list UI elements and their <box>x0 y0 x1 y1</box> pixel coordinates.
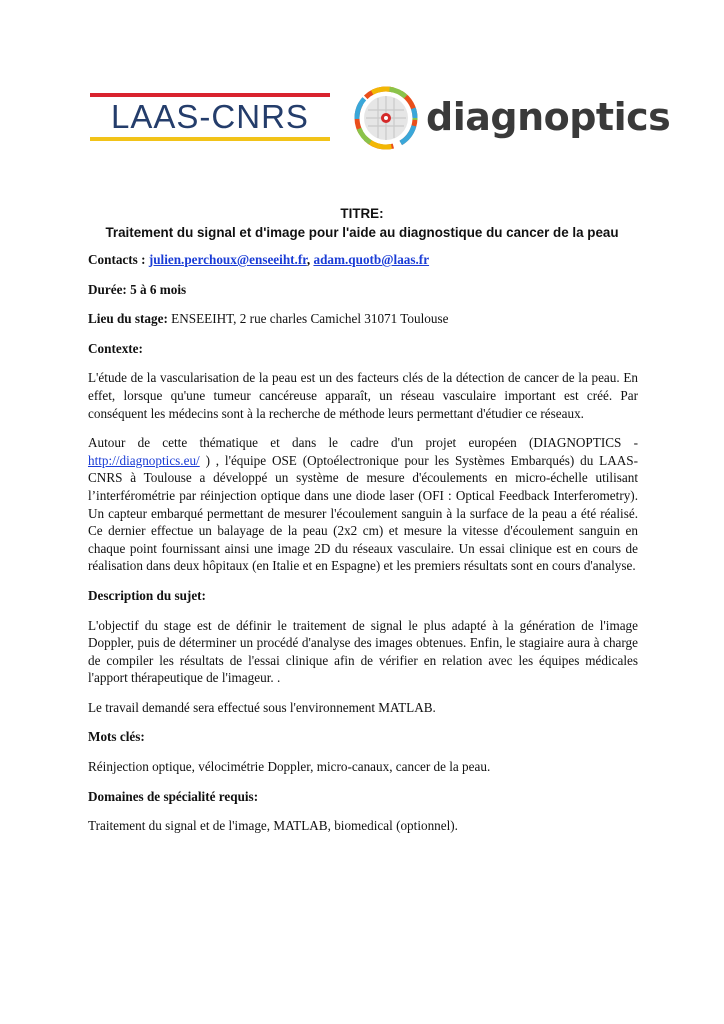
email-link-julien[interactable]: julien.perchoux@enseeiht.fr <box>148 252 307 267</box>
mots-cles-value: Réinjection optique, vélocimétrie Doppler, micro-canaux, cancer de la peau. <box>88 759 491 775</box>
email-link-adam[interactable]: adam.quotb@laas.fr <box>313 252 430 267</box>
domaines-heading: Domaines de spécialité requis: <box>88 788 259 804</box>
contexte-p2-start: Autour de cette thématique et dans le cadre d'un projet européen (DIAGNOPTICS - <box>88 435 638 451</box>
laas-cnrs-logo <box>90 93 330 145</box>
contacts-label: Contacts : <box>88 252 146 267</box>
diagnoptics-mark-icon <box>354 86 418 150</box>
lieu-value: ENSEEIHT, 2 rue charles Camichel 31071 Toulouse <box>171 311 449 327</box>
diagnoptics-logo-text: diagnoptics <box>426 95 671 139</box>
title-label: TITRE: <box>340 206 384 221</box>
document-body <box>88 251 638 835</box>
diagnoptics-url-link[interactable]: http://diagnoptics.eu/ <box>88 452 200 468</box>
lieu-line <box>88 310 638 328</box>
description-paragraph-1: L'objectif du stage est de définir le traitement de signal le plus adapté à la génération de l'image Doppler, puis de déterminer un procédé d'analyse des images obtenues. Enfin, le stagiaire aura à charge de compiler les résultats de l'essai clinique afin de vérifier en relation avec les équipes médicales l'apport thérapeutique de l'imageur. . <box>88 617 638 686</box>
contexte-heading: Contexte: <box>88 340 143 356</box>
diagnoptics-logo <box>354 86 671 152</box>
lieu-label: Lieu du stage: <box>88 311 168 327</box>
description-paragraph-2: Le travail demandé sera effectué sous l'environnement MATLAB. <box>88 699 436 715</box>
laas-yellow-bar <box>90 137 330 141</box>
laas-logo-text: LAAS-CNRS <box>111 98 309 135</box>
contacts-line <box>88 251 638 269</box>
laas-red-bar <box>90 93 330 97</box>
duree-line: Durée: 5 à 6 mois <box>88 281 187 297</box>
domaines-value: Traitement du signal et de l'image, MATLAB, biomedical (optionnel). <box>88 818 458 834</box>
title-block <box>88 204 636 242</box>
contexte-p2-end: ) , l'équipe OSE (Optoélectronique pour les Systèmes Embarqués) du LAAS-CNRS à Toulouse a développé un système de mesure d'écoulements en micro-échelle utilisant l’interférométrie par réinjection optique dans une diode laser (OFI : Optical Feedback Interferometry). Un capteur embarqué permettant de mesurer l'écoulement sanguin à la surface de la peau a été réalisé. Ce dernier effectue un balayage de la peau (2x2 cm) et mesure la vitesse d'écoulement sanguin en chaque point fournissant ainsi une image 2D du réseaux vasculaire. Un essai clinique est en cours de réalisation dans deux hôpitaux (en Italie et en Espagne) et les premiers résultats sont en cours d'analyse. <box>88 452 639 574</box>
contexte-paragraph-1: L'étude de la vascularisation de la peau est un des facteurs clés de la détection de cancer de la peau. En effet, lorsque qu'une tumeur cancéreuse apparaît, un réseau vasculaire important est créé. Par conséquent les médecins sont à la recherche de méthode leurs permettant d'étudier ce réseaux. <box>88 370 638 421</box>
contexte-paragraph-2 <box>88 434 638 575</box>
mots-cles-heading: Mots clés: <box>88 729 145 745</box>
contacts-separator: , <box>306 252 311 267</box>
title-text: Traitement du signal et d'image pour l'aide au diagnostique du cancer de la peau <box>105 225 619 240</box>
description-heading: Description du sujet: <box>88 587 206 603</box>
